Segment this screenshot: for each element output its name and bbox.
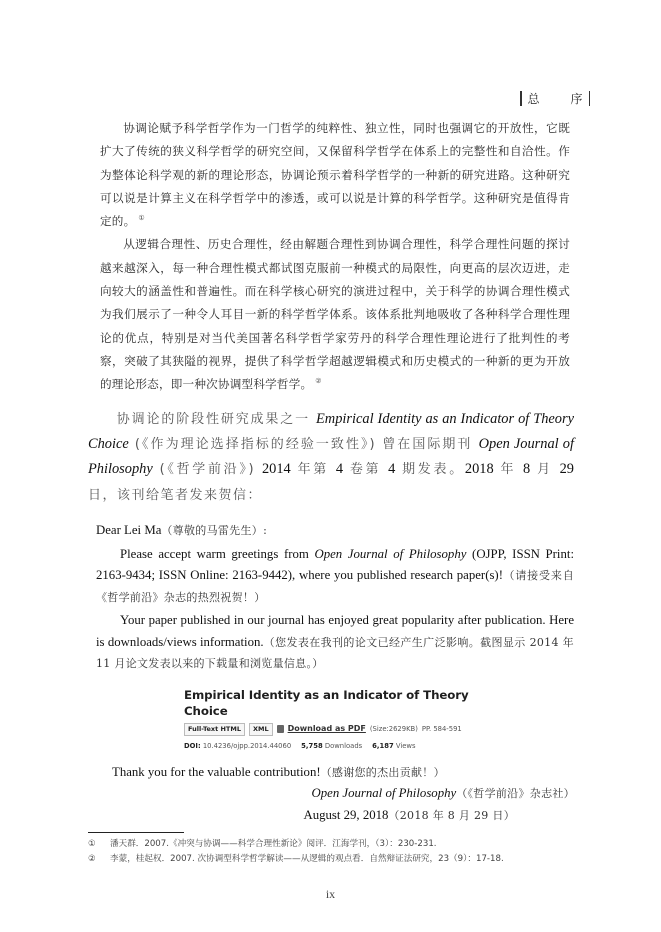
footnote-mark: ②	[88, 853, 96, 864]
paragraph-1	[100, 117, 570, 233]
intro-journal: Open Journal of Philosophy	[88, 435, 574, 478]
intro-year: 2014	[261, 461, 291, 478]
signature-journal-en: Open Journal of Philosophy	[311, 786, 457, 801]
para-a-journal: Open Journal of Philosophy	[314, 546, 467, 561]
date-en: August 29, 2018	[303, 807, 389, 822]
para-b-en: Your paper published in our journal has enjoyed great popularity after publication. Here is downloads/views information.	[96, 613, 574, 649]
intro-seg8: 月	[530, 462, 560, 478]
footnote-ref-1[interactable]: ①	[138, 214, 145, 223]
downloads-label: Downloads	[324, 741, 363, 750]
date-cn: （2018 年 8 月 29 日）	[388, 808, 515, 822]
page-number: ix	[325, 887, 336, 902]
salutation-cn: （尊敬的马雷先生）:	[161, 524, 268, 538]
letter-thanks	[112, 762, 574, 784]
footnote-item	[88, 852, 578, 867]
embedded-article-screenshot	[184, 687, 504, 752]
intro-seg1: 协调论的阶段性研究成果之一	[116, 411, 317, 427]
intro-seg2: (《作为理论选择指标的经验一致性》) 曾在国际期刊	[128, 436, 479, 452]
thanks-cn: （感谢您的杰出贡献！）	[320, 765, 445, 779]
paragraph-2-text: 从逻辑合理性、历史合理性，经由解题合理性到协调合理性，科学合理性问题的探讨越来越深入，每一种合理性模式都试图克服前一种模式的局限性，向更高的层次迈进，走向较大的涵盖性和普遍性。而在科学核心研究的演进过程中，关于科学的协调合理性模式为我们展示了一种令人耳目一新的科学哲学体系。该体系批判地吸收了各种科学合理性理论的优点，特别是对当代美国著名科学哲学家劳丹的科学合理性理论进行了批判性的考察，突破了其狭隘的视界，提供了科学哲学超越逻辑模式和历史模式的一种新的更为开放的理论形态，即一种次协调型科学哲学。	[100, 237, 570, 392]
footnote-ref-2[interactable]: ②	[315, 377, 322, 386]
paragraph-2	[100, 233, 570, 396]
doi-value[interactable]: 10.4236/ojpp.2014.44060	[202, 741, 292, 750]
header-right-rule	[589, 91, 591, 106]
letter-paragraph-b	[96, 610, 574, 675]
salutation-en: Dear Lei Ma	[96, 523, 162, 538]
intro-volume: 4	[335, 461, 344, 478]
footnote-mark: ①	[88, 839, 96, 850]
footnote-text: 潘天群．2007.《冲突与协调——科学合理性新论》阅评．江海学刊，（3）：230-231.	[110, 839, 437, 850]
para-a-text-2: (OJPP, ISSN Print: 2163-9434; ISSN Online: 2163-9442), where you published research paper(s)!	[96, 546, 574, 583]
paragraph-1-text: 协调论赋予科学哲学作为一门哲学的纯粹性、独立性，同时也强调它的开放性，它既扩大了传统的狭义科学哲学的研究空间，又保留科学哲学在体系上的完整性和自洽性。作为整体论科学观的新的理论形态，协调论预示着科学哲学的一种新的研究进路。这种研究可以说是计算主义在科学哲学中的渗透，或可以说是计算的科学哲学。这种研究是值得肯定的。	[100, 121, 570, 229]
thanks-en: Thank you for the valuable contribution!	[112, 764, 321, 779]
views-label: Views	[395, 741, 416, 750]
letter-date	[88, 805, 515, 827]
downloads-count: 5,758	[301, 741, 323, 750]
para-a-cn: （请接受来自《哲学前沿》杂志的热烈祝贺！）	[96, 569, 574, 604]
footnotes	[88, 837, 578, 866]
page-range: PP. 584-591	[421, 725, 462, 734]
fulltext-html-button[interactable]: Full-Text HTML	[184, 723, 245, 736]
intro-date-month: 8	[523, 461, 531, 478]
intro-issue: 4	[388, 461, 396, 478]
letter-salutation	[96, 520, 574, 542]
views-count: 6,187	[372, 741, 394, 750]
doi-label: DOI:	[184, 741, 201, 750]
intro-date-day: 29	[559, 461, 574, 478]
article-title: Empirical Identity as an Indicator of Theory Choice	[184, 687, 469, 718]
download-pdf-link[interactable]: Download as PDF	[287, 724, 366, 734]
para-a-text-1: Please accept warm greetings from	[120, 546, 315, 561]
footnote-divider	[88, 832, 184, 833]
intro-seg6: 期发表。	[395, 462, 465, 478]
intro-seg7: 年	[493, 462, 524, 478]
intro-date-year: 2018	[464, 461, 494, 478]
intro-seg4: 年第	[290, 462, 336, 478]
article-actions	[184, 723, 504, 736]
letter-signature	[88, 783, 575, 805]
article-stats	[184, 741, 504, 752]
xml-button[interactable]: XML	[249, 723, 273, 736]
pdf-icon	[277, 725, 284, 733]
running-header	[520, 89, 590, 107]
intro-seg5: 卷第	[343, 462, 389, 478]
intro-seg9: 日，该刊给笔者发来贺信：	[88, 487, 263, 503]
footnote-text: 李蒙，桂起权．2007. 次协调型科学哲学解读——从逻辑的观点看．自然辩证法研究，23（9）：17-18.	[110, 853, 504, 864]
header-title-left: 总	[527, 91, 540, 106]
header-title-right: 序	[570, 91, 583, 106]
para-b-cn: （您发表在我刊的论文已经产生广泛影响。截图显示 2014 年 11 月论文发表以来的下载量和浏览量信息。）	[96, 635, 574, 671]
intro-seg3: (《哲学前沿》)	[152, 462, 262, 478]
intro-paragraph	[88, 407, 574, 509]
letter-paragraph-a	[96, 544, 574, 609]
footnote-item	[88, 837, 578, 852]
pdf-size: (Size:2629KB)	[369, 725, 418, 734]
intro-paper-title: Empirical Identity as an Indicator of Theory Choice	[88, 410, 574, 452]
signature-journal-cn: （《哲学前沿》杂志社）	[456, 787, 575, 801]
